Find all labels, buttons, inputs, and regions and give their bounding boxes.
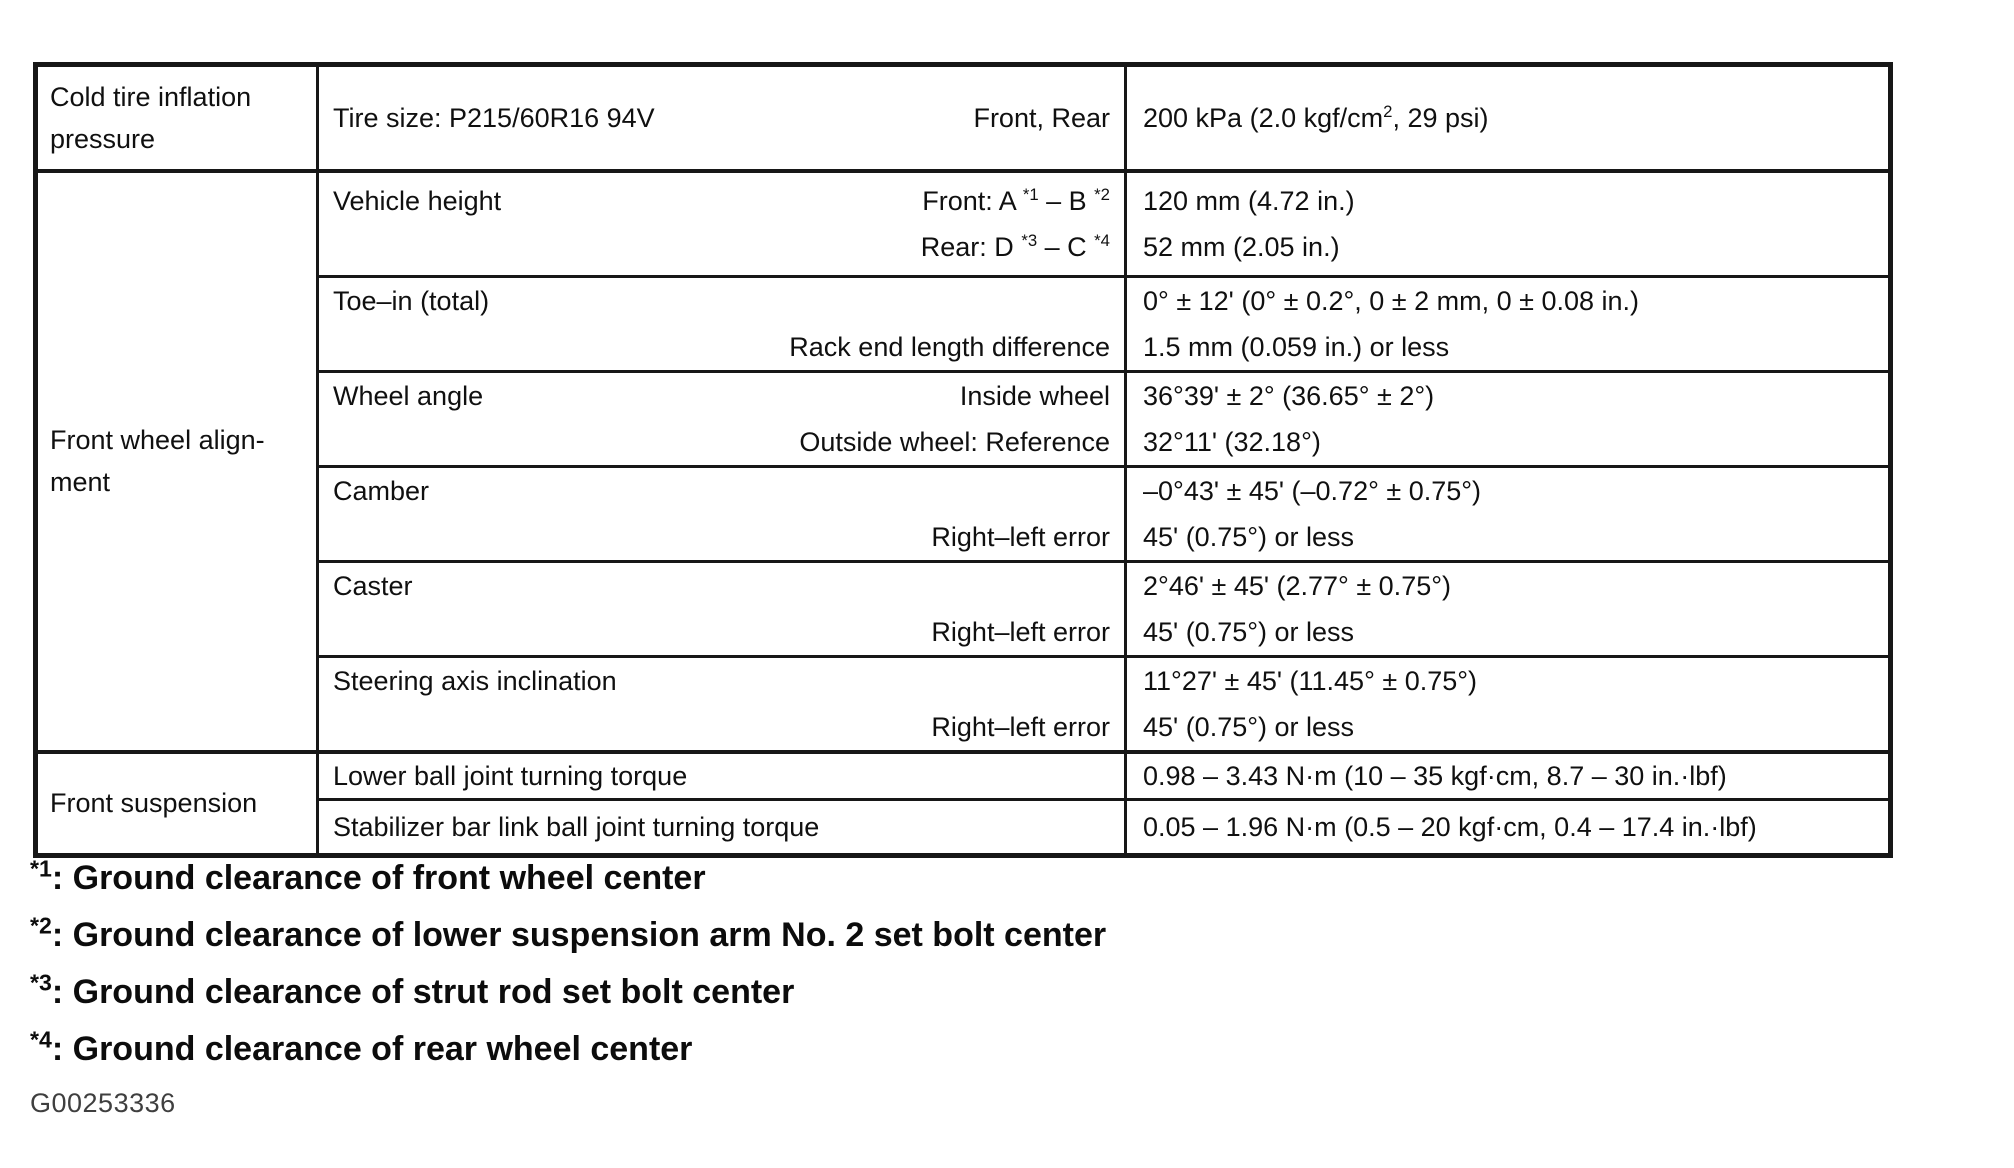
item-label: Camber xyxy=(333,476,430,506)
footnote-marker: *2 xyxy=(30,912,52,939)
footnotes-block xyxy=(30,850,1106,1078)
category-label: Cold tire inflation pressure xyxy=(50,81,252,154)
value-text: 45' (0.75°) or less xyxy=(1143,617,1355,647)
value-text: 11°27' ± 45' (11.45° ± 0.75°) xyxy=(1143,666,1478,696)
value-front: 120 mm (4.72 in.) xyxy=(1143,185,1355,216)
value-text: 0.98 – 3.43 N·m (10 – 35 kgf·cm, 8.7 – 30 in.·lbf) xyxy=(1143,760,1727,791)
cell-category-alignment xyxy=(36,171,318,753)
cell-value-vehicle-height xyxy=(1126,171,1891,277)
item-label: Wheel angle xyxy=(333,381,484,411)
item-qualifier: Right–left error xyxy=(931,522,1110,552)
item-qualifier-outside: Outside wheel: Reference xyxy=(799,427,1110,457)
item-label: Lower ball joint turning torque xyxy=(333,760,688,791)
cell-value-camber xyxy=(1126,467,1891,562)
value-text: 45' (0.75°) or less xyxy=(1143,712,1355,742)
figure-code: G00253336 xyxy=(30,1088,176,1118)
cell-item-steering-axis xyxy=(318,657,1126,753)
item-label: Stabilizer bar link ball joint turning torque xyxy=(333,811,820,842)
category-label: Front wheel align- ment xyxy=(50,425,265,498)
cell-item-camber xyxy=(318,467,1126,562)
cell-category-pressure xyxy=(36,65,318,171)
cell-item-vehicle-height xyxy=(318,171,1126,277)
cell-item-toe-in xyxy=(318,277,1126,372)
cell-value-pressure xyxy=(1126,65,1891,171)
value-outside: 32°11' (32.18°) xyxy=(1143,427,1321,457)
item-label: Steering axis inclination xyxy=(333,666,617,696)
footnote-text: : Ground clearance of strut rod set bolt center xyxy=(51,973,795,1011)
cell-value-stabilizer-link xyxy=(1126,799,1891,855)
footnote-marker: *1 xyxy=(30,855,52,882)
value-text: 45' (0.75°) or less xyxy=(1143,522,1355,552)
table-row-vehicle-height xyxy=(36,171,1891,277)
footnote-1 xyxy=(30,850,1106,907)
value-rear: 52 mm (2.05 in.) xyxy=(1143,231,1340,262)
item-qualifier: Right–left error xyxy=(931,617,1110,647)
category-label: Front suspension xyxy=(50,788,258,819)
cell-item-pressure xyxy=(318,65,1126,171)
value-text: 0.05 – 1.96 N·m (0.5 – 20 kgf·cm, 0.4 – 17.4 in.·lbf) xyxy=(1143,811,1757,842)
item-label: Tire size: P215/60R16 94V xyxy=(333,102,655,133)
footnote-marker: *3 xyxy=(30,969,52,996)
cell-value-lower-ball-joint xyxy=(1126,752,1891,799)
footnote-text: : Ground clearance of rear wheel center xyxy=(51,1030,693,1068)
cell-value-steering-axis xyxy=(1126,657,1891,753)
footnote-2 xyxy=(30,907,1106,964)
value-text: 1.5 mm (0.059 in.) or less xyxy=(1143,332,1450,362)
cell-value-wheel-angle xyxy=(1126,372,1891,467)
footnote-3 xyxy=(30,964,1106,1021)
cell-category-suspension xyxy=(36,752,318,855)
item-qualifier-rear: Rear: D $^{*3}$ – C $^{*4}$ xyxy=(920,230,1110,262)
wheel-alignment-spec-table xyxy=(33,62,1893,858)
table-row-pressure xyxy=(36,65,1891,171)
cell-item-caster xyxy=(318,562,1126,657)
value-text: –0°43' ± 45' (–0.72° ± 0.75°) xyxy=(1143,476,1482,506)
cell-item-wheel-angle xyxy=(318,372,1126,467)
item-qualifier: Rack end length difference xyxy=(789,332,1110,362)
value-inside: 36°39' ± 2° (36.65° ± 2°) xyxy=(1143,381,1435,411)
item-label: Caster xyxy=(333,571,413,601)
cell-item-lower-ball-joint xyxy=(318,752,1126,799)
value-text: 200 kPa (2.0 kgf/$cm^2$, 29 psi) xyxy=(1143,101,1489,133)
footnote-text: : Ground clearance of lower suspension arm No. 2 set bolt center xyxy=(51,916,1107,954)
cell-value-caster xyxy=(1126,562,1891,657)
item-label: Vehicle height xyxy=(333,185,502,216)
footnote-marker: *4 xyxy=(30,1026,52,1053)
cell-value-toe-in xyxy=(1126,277,1891,372)
value-text: 2°46' ± 45' (2.77° ± 0.75°) xyxy=(1143,571,1452,601)
footnote-4 xyxy=(30,1021,1106,1078)
item-label: Toe–in (total) xyxy=(333,286,490,316)
footnote-text: : Ground clearance of front wheel center xyxy=(51,859,706,897)
cell-item-stabilizer-link xyxy=(318,799,1126,855)
item-qualifier-front: Front: A $^{*1}$ – B $^{*2}$ xyxy=(922,184,1110,216)
item-qualifier: Front, Rear xyxy=(973,102,1110,133)
table-row-lower-ball-joint xyxy=(36,752,1891,799)
item-qualifier-inside: Inside wheel xyxy=(959,381,1110,411)
value-text: 0° ± 12' (0° ± 0.2°, 0 ± 2 mm, 0 ± 0.08 in.) xyxy=(1143,286,1640,316)
item-qualifier: Right–left error xyxy=(931,712,1110,742)
